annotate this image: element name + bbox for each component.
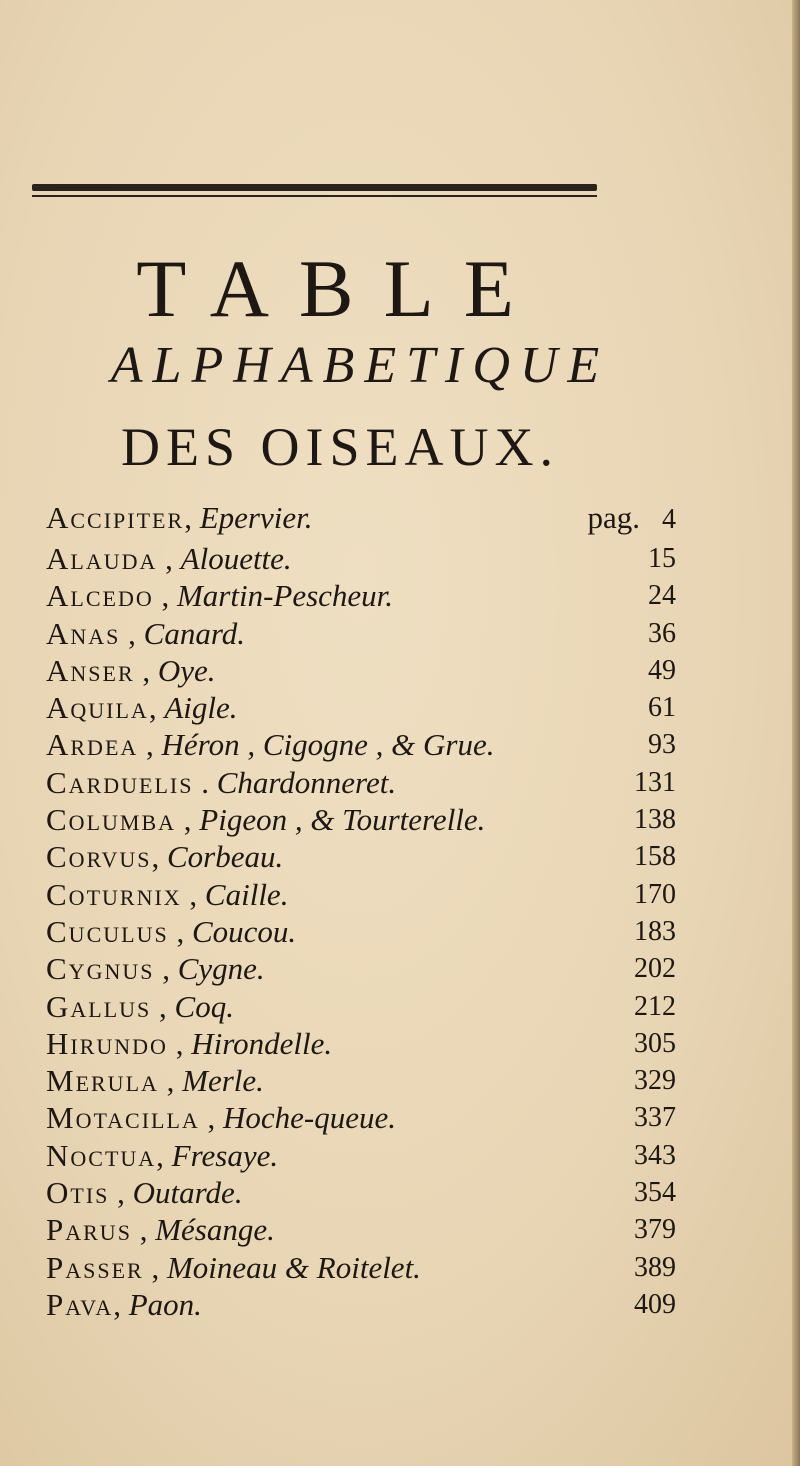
page-label: pag.	[587, 500, 640, 535]
page-number: 4	[662, 504, 676, 535]
header-rule-thin	[32, 195, 597, 197]
page-number: 93	[648, 729, 676, 761]
french-name: Alouette.	[180, 541, 292, 576]
index-entry	[46, 1249, 676, 1286]
separator: ,	[199, 1100, 224, 1136]
page-number: 183	[634, 915, 676, 947]
title-table: TABLE	[136, 243, 544, 334]
separator: ,	[138, 727, 162, 763]
separator: ,	[131, 1212, 156, 1248]
french-name: Chardonneret.	[216, 764, 397, 800]
index-entry	[46, 913, 676, 950]
latin-name: Ardea	[46, 727, 139, 763]
index-entry	[46, 1099, 676, 1136]
latin-name: Anas	[46, 615, 121, 651]
index-entry	[46, 482, 676, 540]
title-des-oiseaux: DES OISEAUX.	[120, 417, 559, 477]
index-entry	[46, 950, 676, 987]
separator: ,	[168, 913, 192, 949]
index-entry	[46, 540, 676, 577]
latin-name: Alauda	[46, 541, 158, 576]
french-name: Aigle.	[164, 690, 238, 726]
separator: .	[193, 764, 217, 800]
separator: ,	[113, 1286, 129, 1322]
separator: ,	[143, 1249, 167, 1285]
index-entry	[46, 1062, 676, 1099]
separator: ,	[148, 690, 165, 726]
latin-name: Motacilla	[46, 1100, 200, 1136]
page-number: 131	[634, 766, 676, 798]
french-name: Canard.	[143, 615, 245, 651]
page-number: 49	[648, 654, 676, 686]
index-entry	[46, 652, 676, 689]
latin-name: Corvus	[46, 839, 152, 875]
latin-name: Carduelis	[46, 764, 194, 800]
latin-name: Aquila	[46, 690, 149, 726]
page-number: 329	[634, 1065, 676, 1097]
page-number: 15	[648, 543, 676, 574]
latin-name: Cuculus	[46, 913, 169, 949]
index-entry	[46, 1174, 676, 1211]
index-entry	[46, 577, 676, 614]
index-entry	[46, 764, 676, 801]
separator: ,	[181, 876, 205, 912]
page-number: 138	[634, 804, 676, 836]
page-number: 36	[648, 617, 676, 649]
page-number: 24	[648, 580, 676, 612]
latin-name: Gallus	[46, 988, 152, 1024]
index-entry	[46, 1211, 676, 1248]
separator: ,	[184, 500, 200, 535]
page-number: 354	[634, 1177, 676, 1209]
french-name: Pigeon , & Tourterelle.	[199, 802, 486, 838]
page-number: 337	[634, 1102, 676, 1134]
index-entry	[46, 1025, 676, 1062]
separator: ,	[153, 578, 177, 614]
french-name: Martin-Pescheur.	[176, 578, 394, 614]
french-name: Coq.	[174, 988, 234, 1024]
index-entry	[46, 876, 676, 913]
page-number: 202	[634, 953, 676, 985]
index-entry	[46, 801, 676, 838]
separator: ,	[151, 839, 167, 875]
page-number: 409	[634, 1288, 676, 1320]
latin-name: Merula	[46, 1063, 159, 1099]
french-name: Héron , Cigogne , & Grue.	[161, 727, 495, 763]
french-name: Corbeau.	[167, 839, 284, 875]
latin-name: Coturnix	[46, 876, 182, 912]
page-number: 305	[634, 1027, 676, 1059]
latin-name: Alcedo	[46, 578, 154, 614]
separator: ,	[134, 652, 158, 688]
page-number: 158	[634, 841, 676, 873]
latin-name: Anser	[46, 652, 135, 688]
title-alphabetique: ALPHABETIQUE	[110, 337, 610, 394]
french-name: Merle.	[182, 1063, 264, 1099]
latin-name: Parus	[46, 1212, 132, 1248]
latin-name: Noctua	[46, 1137, 157, 1173]
index-entry	[46, 1137, 676, 1174]
french-name: Outarde.	[132, 1175, 243, 1211]
latin-name: Hirundo	[46, 1025, 168, 1061]
page-number: 379	[634, 1214, 676, 1246]
latin-name: Cygnus	[46, 951, 155, 987]
separator: ,	[109, 1175, 133, 1211]
french-name: Hirondelle.	[191, 1025, 333, 1061]
separator: ,	[154, 951, 178, 987]
latin-name: Otis	[46, 1175, 110, 1211]
index-entry	[46, 838, 676, 875]
page-number: 343	[634, 1139, 676, 1171]
separator: ,	[167, 1025, 192, 1061]
french-name: Cygne.	[177, 951, 265, 987]
french-name: Hoche-queue.	[223, 1100, 397, 1136]
separator: ,	[157, 541, 181, 576]
separator: ,	[156, 1137, 172, 1173]
index-entry	[46, 988, 676, 1025]
page-number: 170	[634, 878, 676, 910]
header-rule-thick	[32, 184, 597, 191]
french-name: Epervier.	[199, 500, 313, 535]
separator: ,	[158, 1063, 183, 1099]
page-edge	[792, 0, 800, 1466]
page-number: 212	[634, 990, 676, 1022]
latin-name: Accipiter	[46, 500, 185, 535]
page-number: 61	[648, 692, 676, 724]
french-name: Oye.	[157, 652, 216, 688]
latin-name: Passer	[46, 1249, 144, 1285]
french-name: Moineau & Roitelet.	[166, 1249, 421, 1285]
french-name: Caille.	[204, 876, 289, 912]
french-name: Fresaye.	[171, 1137, 279, 1173]
index-entry	[46, 615, 676, 652]
french-name: Mésange.	[155, 1212, 275, 1248]
separator: ,	[151, 988, 175, 1024]
index-entry	[46, 689, 676, 726]
index-entry	[46, 726, 676, 763]
separator: ,	[176, 802, 200, 838]
page-number: 389	[634, 1251, 676, 1283]
latin-name: Columba	[46, 802, 177, 838]
separator: ,	[120, 615, 144, 651]
index-entry	[46, 1286, 676, 1323]
latin-name: Pava	[46, 1286, 114, 1322]
french-name: Paon.	[128, 1286, 202, 1322]
french-name: Coucou.	[191, 913, 297, 949]
index-entries	[46, 482, 676, 1323]
